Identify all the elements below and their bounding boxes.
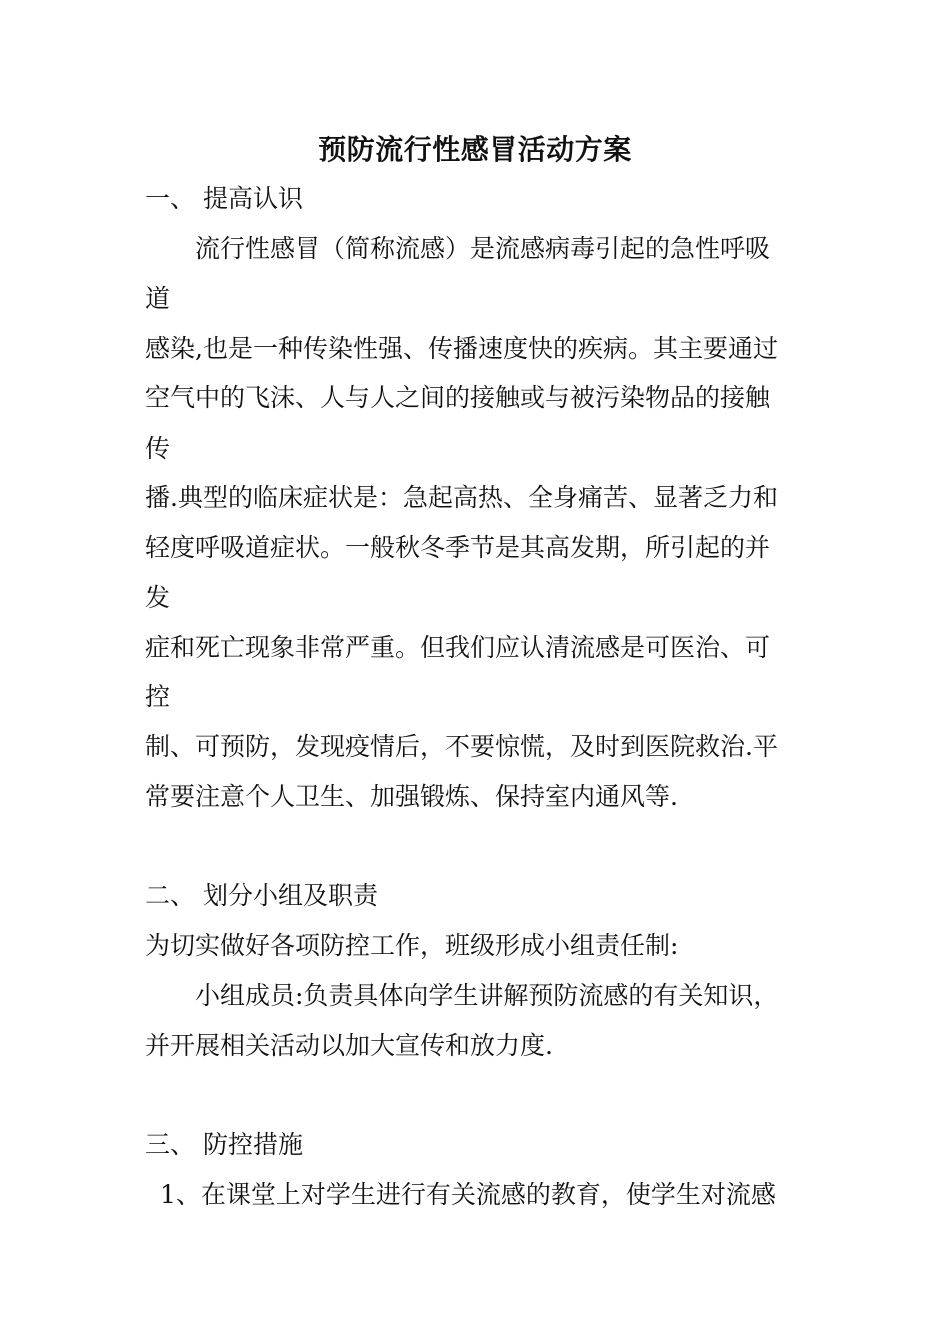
paragraph-line: 播.典型的临床症状是：急起高热、全身痛苦、显著乏力和 — [145, 483, 778, 512]
paragraph-line: 感染,也是一种传染性强、传播速度快的疾病。其主要通过 — [145, 334, 778, 363]
paragraph-line: 为切实做好各项防控工作，班级形成小组责任制: — [145, 931, 679, 960]
paragraph-line: 控 — [145, 682, 171, 711]
section-heading-3 — [145, 1129, 303, 1161]
paragraph-line: 轻度呼吸道症状。一般秋冬季节是其高发期，所引起的并 — [145, 533, 771, 562]
paragraph-line: 发 — [145, 583, 171, 612]
paragraph-line: 症和死亡现象非常严重。但我们应认清流感是可医治、可 — [145, 633, 771, 662]
section-number: 二、 — [145, 881, 196, 910]
paragraph-line: 空气中的飞沫、人与人之间的接触或与被污染物品的接触 — [145, 383, 771, 412]
section-number: 三、 — [145, 1130, 196, 1159]
document-title: 预防流行性感冒活动方案 — [318, 133, 632, 166]
section-heading-2 — [145, 880, 378, 912]
section-heading-1 — [145, 183, 303, 215]
paragraph-line: 常要注意个人卫生、加强锻炼、保持室内通风等. — [145, 782, 678, 811]
paragraph-line: 小组成员:负责具体向学生讲解预防流感的有关知识， — [195, 981, 779, 1010]
section-heading-text: 提高认识 — [203, 184, 304, 213]
section-number: 一、 — [145, 184, 196, 213]
paragraph-line: 制、可预防，发现疫情后，不要惊慌，及时到医院救治.平 — [145, 732, 778, 761]
section-heading-text: 划分小组及职责 — [203, 881, 379, 910]
paragraph-line: 并开展相关活动以加大宣传和放力度. — [145, 1031, 553, 1060]
section-heading-text: 防控措施 — [203, 1130, 304, 1159]
paragraph-line: 道 — [145, 284, 171, 313]
list-item: 1、在课堂上对学生进行有关流感的教育，使学生对流感 — [160, 1180, 776, 1209]
paragraph-line: 流行性感冒（简称流感）是流感病毒引起的急性呼吸 — [195, 234, 771, 263]
paragraph-line: 传 — [145, 434, 171, 463]
